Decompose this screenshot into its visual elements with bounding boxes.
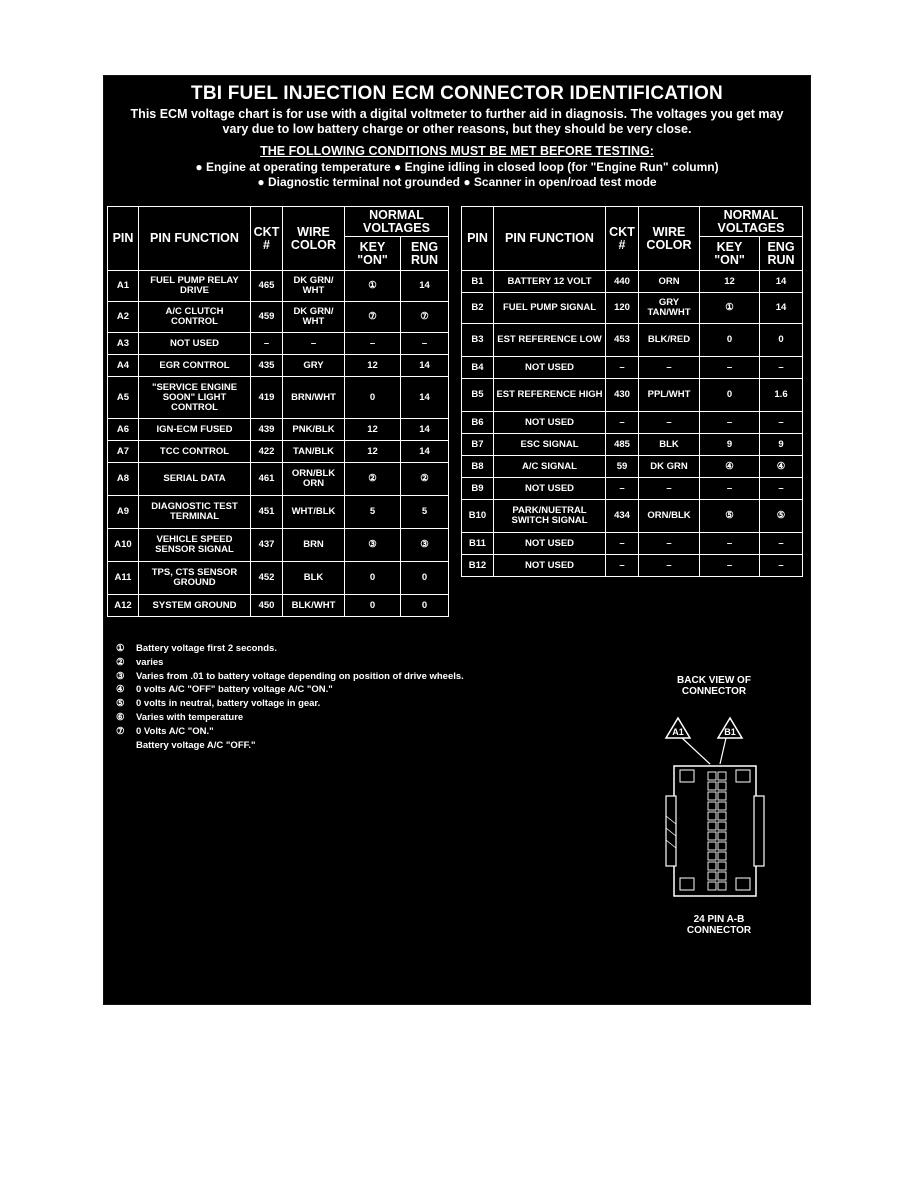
function-cell: "SERVICE ENGINE SOON" LIGHT CONTROL <box>139 377 251 419</box>
conditions-line-1: ● Engine at operating temperature ● Engine idling in closed loop (for "Engine Run" column) <box>195 160 719 174</box>
pin-cell: A4 <box>108 355 139 377</box>
header-normal: NORMAL VOLTAGES <box>345 207 449 237</box>
table-row <box>108 419 449 441</box>
eng-run-voltage-cell: 14 <box>760 271 803 293</box>
function-cell: IGN-ECM FUSED <box>139 419 251 441</box>
ckt-cell: 465 <box>251 271 283 302</box>
eng-run-voltage-cell: 14 <box>401 377 449 419</box>
eng-run-voltage-cell: 14 <box>401 419 449 441</box>
table-row <box>462 293 803 324</box>
ckt-cell: – <box>606 357 639 379</box>
eng-run-voltage-cell: – <box>760 357 803 379</box>
ckt-cell: 440 <box>606 271 639 293</box>
header-normal: NORMAL VOLTAGES <box>700 207 803 237</box>
intro-text: This ECM voltage chart is for use with a digital voltmeter to further aid in diagnosis. The voltages you get may vary due to low battery charge or other reasons, but they should be very close. <box>130 107 784 136</box>
pin-cell: A8 <box>108 463 139 496</box>
header-pin: PIN <box>108 207 139 271</box>
wire-color-cell: – <box>639 555 700 577</box>
header-eng-run: ENG RUN <box>760 237 803 271</box>
wire-color-cell: TAN/BLK <box>283 441 345 463</box>
connector-title: BACK VIEW OF CONNECTOR <box>677 675 751 697</box>
function-cell: SYSTEM GROUND <box>139 595 251 617</box>
header-function: PIN FUNCTION <box>494 207 606 271</box>
wire-color-cell: DK GRN/ WHT <box>283 271 345 302</box>
wire-color-cell: – <box>283 333 345 355</box>
key-on-voltage-cell: 12 <box>700 271 760 293</box>
wire-color-cell: – <box>639 478 700 500</box>
pin-cell: A1 <box>108 271 139 302</box>
table-row <box>462 324 803 357</box>
pin-cell: A10 <box>108 529 139 562</box>
table-row <box>462 271 803 293</box>
function-cell: NOT USED <box>494 478 606 500</box>
footnote: ③ Varies from .01 to battery voltage depending on position of drive wheels. <box>116 670 464 682</box>
pin-cell: B9 <box>462 478 494 500</box>
table-row <box>462 412 803 434</box>
wire-color-cell: – <box>639 412 700 434</box>
header-ckt: CKT # <box>251 207 283 271</box>
ckt-cell: – <box>251 333 283 355</box>
footnote: ② varies <box>116 656 164 668</box>
ckt-cell: – <box>606 478 639 500</box>
ckt-cell: – <box>606 533 639 555</box>
pin-cell: B4 <box>462 357 494 379</box>
ckt-cell: 419 <box>251 377 283 419</box>
eng-run-voltage-cell: – <box>760 533 803 555</box>
wire-color-cell: DK GRN <box>639 456 700 478</box>
table-row <box>462 456 803 478</box>
wire-color-cell: PNK/BLK <box>283 419 345 441</box>
function-cell: NOT USED <box>494 357 606 379</box>
pin-cell: A6 <box>108 419 139 441</box>
key-on-voltage-cell: – <box>700 357 760 379</box>
wire-color-cell: DK GRN/ WHT <box>283 302 345 333</box>
function-cell: SERIAL DATA <box>139 463 251 496</box>
key-on-voltage-cell: 12 <box>345 419 401 441</box>
wire-color-cell: PPL/WHT <box>639 379 700 412</box>
table-row <box>462 357 803 379</box>
connector-diagram <box>644 716 794 916</box>
ckt-cell: 434 <box>606 500 639 533</box>
ckt-cell: 435 <box>251 355 283 377</box>
table-row <box>108 355 449 377</box>
table-row <box>108 271 449 302</box>
key-on-voltage-cell: – <box>700 555 760 577</box>
table-row <box>108 333 449 355</box>
eng-run-voltage-cell: 0 <box>760 324 803 357</box>
eng-run-voltage-cell: ② <box>401 463 449 496</box>
wire-color-cell: ORN/BLK <box>639 500 700 533</box>
table-row <box>462 533 803 555</box>
key-on-voltage-cell: 5 <box>345 496 401 529</box>
ckt-cell: 485 <box>606 434 639 456</box>
ckt-cell: 422 <box>251 441 283 463</box>
conditions-heading: THE FOLLOWING CONDITIONS MUST BE MET BEFORE TESTING: <box>260 144 654 158</box>
wire-color-cell: WHT/BLK <box>283 496 345 529</box>
eng-run-voltage-cell: ⑤ <box>760 500 803 533</box>
eng-run-voltage-cell: 14 <box>401 441 449 463</box>
key-on-voltage-cell: 0 <box>345 562 401 595</box>
table-row <box>108 441 449 463</box>
table-row <box>108 529 449 562</box>
key-on-voltage-cell: – <box>700 412 760 434</box>
table-row <box>108 463 449 496</box>
page-title: TBI FUEL INJECTION ECM CONNECTOR IDENTIFICATION <box>191 83 723 104</box>
pin-cell: B8 <box>462 456 494 478</box>
function-cell: NOT USED <box>139 333 251 355</box>
pin-cell: B2 <box>462 293 494 324</box>
ckt-cell: 461 <box>251 463 283 496</box>
key-on-voltage-cell: ③ <box>345 529 401 562</box>
wire-color-cell: – <box>639 357 700 379</box>
eng-run-voltage-cell: 0 <box>401 595 449 617</box>
key-on-voltage-cell: ① <box>700 293 760 324</box>
eng-run-voltage-cell: – <box>760 478 803 500</box>
ecm-chart-sheet <box>103 75 811 1005</box>
pin-cell: A7 <box>108 441 139 463</box>
ckt-cell: 453 <box>606 324 639 357</box>
key-on-voltage-cell: 12 <box>345 441 401 463</box>
wire-color-cell: BLK <box>639 434 700 456</box>
ckt-cell: 59 <box>606 456 639 478</box>
pin-cell: A12 <box>108 595 139 617</box>
key-on-voltage-cell: 0 <box>700 379 760 412</box>
ckt-cell: 437 <box>251 529 283 562</box>
header-pin: PIN <box>462 207 494 271</box>
pin-cell: B3 <box>462 324 494 357</box>
pin-cell: A11 <box>108 562 139 595</box>
ckt-cell: 452 <box>251 562 283 595</box>
label-a1: A1 <box>672 727 684 737</box>
conditions-line-2: ● Diagnostic terminal not grounded ● Scanner in open/road test mode <box>257 175 657 189</box>
wire-color-cell: BLK/RED <box>639 324 700 357</box>
eng-run-voltage-cell: 0 <box>401 562 449 595</box>
function-cell: ESC SIGNAL <box>494 434 606 456</box>
eng-run-voltage-cell: – <box>760 412 803 434</box>
key-on-voltage-cell: 0 <box>700 324 760 357</box>
function-cell: NOT USED <box>494 533 606 555</box>
ckt-cell: 450 <box>251 595 283 617</box>
key-on-voltage-cell: ⑦ <box>345 302 401 333</box>
wire-color-cell: GRY TAN/WHT <box>639 293 700 324</box>
eng-run-voltage-cell: 1.6 <box>760 379 803 412</box>
function-cell: EGR CONTROL <box>139 355 251 377</box>
wire-color-cell: BLK <box>283 562 345 595</box>
pin-cell: B1 <box>462 271 494 293</box>
ckt-cell: 120 <box>606 293 639 324</box>
pin-cell: A5 <box>108 377 139 419</box>
key-on-voltage-cell: ⑤ <box>700 500 760 533</box>
eng-run-voltage-cell: – <box>760 555 803 577</box>
table-row <box>462 500 803 533</box>
key-on-voltage-cell: – <box>700 478 760 500</box>
wire-color-cell: BRN/WHT <box>283 377 345 419</box>
footnote: Battery voltage A/C "OFF." <box>136 739 256 751</box>
eng-run-voltage-cell: 9 <box>760 434 803 456</box>
footnote: ⑥ Varies with temperature <box>116 711 244 723</box>
function-cell: FUEL PUMP SIGNAL <box>494 293 606 324</box>
function-cell: TCC CONTROL <box>139 441 251 463</box>
header-wire: WIRE COLOR <box>639 207 700 271</box>
pin-cell: A3 <box>108 333 139 355</box>
key-on-voltage-cell: ② <box>345 463 401 496</box>
key-on-voltage-cell: 0 <box>345 595 401 617</box>
eng-run-voltage-cell: ⑦ <box>401 302 449 333</box>
pin-cell: B10 <box>462 500 494 533</box>
ckt-cell: 459 <box>251 302 283 333</box>
header-eng-run: ENG RUN <box>401 237 449 271</box>
pin-cell: B5 <box>462 379 494 412</box>
pin-cell: B12 <box>462 555 494 577</box>
header-key-on: KEY "ON" <box>345 237 401 271</box>
wire-color-cell: ORN <box>639 271 700 293</box>
wire-color-cell: BRN <box>283 529 345 562</box>
ckt-cell: – <box>606 555 639 577</box>
footnote: ④ 0 volts A/C "OFF" battery voltage A/C "ON." <box>116 684 333 696</box>
ckt-cell: 451 <box>251 496 283 529</box>
footnote: ① Battery voltage first 2 seconds. <box>116 643 277 654</box>
function-cell: BATTERY 12 VOLT <box>494 271 606 293</box>
table-row <box>108 302 449 333</box>
function-cell: DIAGNOSTIC TEST TERMINAL <box>139 496 251 529</box>
eng-run-voltage-cell: 5 <box>401 496 449 529</box>
header-function: PIN FUNCTION <box>139 207 251 271</box>
footnote: ⑦ 0 Volts A/C "ON." <box>116 725 214 737</box>
key-on-voltage-cell: – <box>700 533 760 555</box>
table-row <box>108 377 449 419</box>
function-cell: EST REFERENCE LOW <box>494 324 606 357</box>
pin-cell: A9 <box>108 496 139 529</box>
function-cell: A/C SIGNAL <box>494 456 606 478</box>
key-on-voltage-cell: ① <box>345 271 401 302</box>
footnote: ⑤ 0 volts in neutral, battery voltage in gear. <box>116 698 321 710</box>
table-row <box>462 379 803 412</box>
function-cell: EST REFERENCE HIGH <box>494 379 606 412</box>
table-row <box>108 595 449 617</box>
eng-run-voltage-cell: ④ <box>760 456 803 478</box>
wire-color-cell: BLK/WHT <box>283 595 345 617</box>
key-on-voltage-cell: – <box>345 333 401 355</box>
pin-cell: A2 <box>108 302 139 333</box>
eng-run-voltage-cell: 14 <box>401 355 449 377</box>
function-cell: FUEL PUMP RELAY DRIVE <box>139 271 251 302</box>
key-on-voltage-cell: ④ <box>700 456 760 478</box>
eng-run-voltage-cell: – <box>401 333 449 355</box>
eng-run-voltage-cell: 14 <box>760 293 803 324</box>
connector-caption: 24 PIN A-B CONNECTOR <box>686 914 752 936</box>
pin-table-a <box>107 206 449 617</box>
pin-cell: B11 <box>462 533 494 555</box>
ckt-cell: – <box>606 412 639 434</box>
wire-color-cell: ORN/BLK ORN <box>283 463 345 496</box>
function-cell: NOT USED <box>494 412 606 434</box>
pin-table-b <box>461 206 803 577</box>
header-ckt: CKT # <box>606 207 639 271</box>
pin-cell: B6 <box>462 412 494 434</box>
label-b1: B1 <box>724 727 736 737</box>
key-on-voltage-cell: 9 <box>700 434 760 456</box>
eng-run-voltage-cell: 14 <box>401 271 449 302</box>
wire-color-cell: GRY <box>283 355 345 377</box>
table-row <box>462 434 803 456</box>
header-key-on: KEY "ON" <box>700 237 760 271</box>
ckt-cell: 430 <box>606 379 639 412</box>
pin-cell: B7 <box>462 434 494 456</box>
function-cell: NOT USED <box>494 555 606 577</box>
key-on-voltage-cell: 0 <box>345 377 401 419</box>
ckt-cell: 439 <box>251 419 283 441</box>
table-row <box>462 555 803 577</box>
table-row <box>108 562 449 595</box>
function-cell: TPS, CTS SENSOR GROUND <box>139 562 251 595</box>
table-row <box>108 496 449 529</box>
eng-run-voltage-cell: ③ <box>401 529 449 562</box>
table-row <box>462 478 803 500</box>
header-wire: WIRE COLOR <box>283 207 345 271</box>
function-cell: PARK/NUETRAL SWITCH SIGNAL <box>494 500 606 533</box>
function-cell: A/C CLUTCH CONTROL <box>139 302 251 333</box>
function-cell: VEHICLE SPEED SENSOR SIGNAL <box>139 529 251 562</box>
key-on-voltage-cell: 12 <box>345 355 401 377</box>
footnotes <box>116 642 464 752</box>
wire-color-cell: – <box>639 533 700 555</box>
